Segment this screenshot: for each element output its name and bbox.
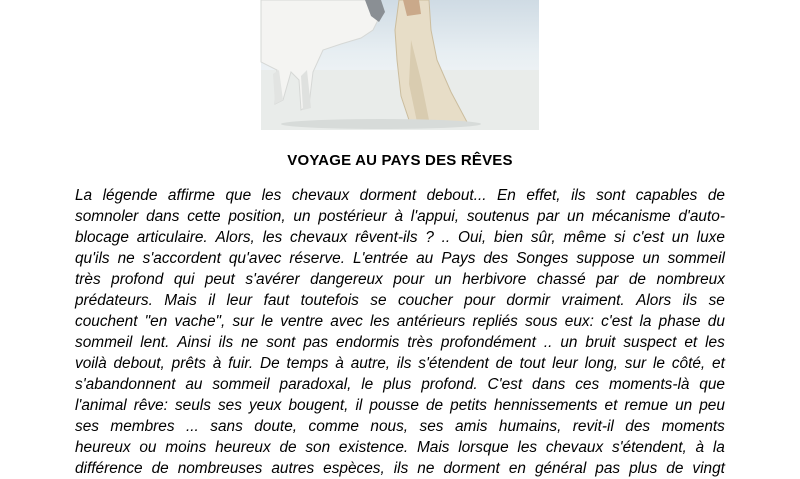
body-word: chassé [536,271,586,288]
body-word: réserve. [289,250,346,267]
body-word: leur [226,292,253,309]
body-word: dans [531,376,566,393]
body-word: chevaux [291,187,350,204]
body-word: luxe [696,229,725,246]
body-word: les [369,313,390,330]
body-word: blocage [75,229,129,246]
body-word: que [225,187,252,204]
body-word: humains, [498,418,562,435]
body-word: chevaux [545,439,604,456]
body-word: petits [450,397,487,414]
body-line [75,374,725,395]
body-word: l'animal [75,397,127,414]
body-word: revit-il [572,418,614,435]
body-word: ils [396,355,412,372]
body-word: la [639,313,652,330]
document-body [75,185,725,477]
body-word: un [293,208,311,225]
body-word: antérieurs [396,313,466,330]
body-word: que [699,376,725,393]
body-line [75,185,725,206]
body-word: nombreuses [177,460,263,477]
body-word: dorment [443,460,500,477]
body-word: lorsque [458,439,509,456]
body-line [75,437,725,458]
body-word: eux: [564,313,594,330]
body-word: seuls [174,397,211,414]
body-word: bruit [585,334,616,351]
body-word: dans [146,208,180,225]
body-word: qu'avec [228,250,282,267]
body-word: dorment [359,187,417,204]
body-word: du [707,313,725,330]
body-word: amis [454,418,488,435]
body-word: .. [543,334,553,351]
body-word: par [537,208,560,225]
body-word: sommeil [667,250,725,267]
body-word: ou [139,439,157,456]
body-word: pousse [369,397,419,414]
body-word: s'accordent [142,250,221,267]
body-word: Mais [164,292,197,309]
body-word: ils [218,334,234,351]
body-word: soutenus [466,208,530,225]
body-word: à [695,439,705,456]
body-word: nombreux [656,271,725,288]
body-word: de [666,460,684,477]
body-word: fuir. [228,355,254,372]
body-word: couchent [75,313,138,330]
body-word: .. [441,229,451,246]
body-word: au [185,376,203,393]
body-word: yeux [248,397,282,414]
body-word: pour [464,292,495,309]
body-word: le [261,313,274,330]
body-word: de [151,460,169,477]
body-word: rêvent-ils [355,229,418,246]
body-line [75,206,725,227]
horse-photo [261,0,539,130]
body-word: prédateurs. [75,292,153,309]
body-word: La [75,187,93,204]
body-word: pour [393,271,425,288]
body-word: légende [102,187,158,204]
body-word: tout [519,355,546,372]
body-word: rêve: [133,397,168,414]
body-word: lent. [140,334,170,351]
body-word: profond [111,271,164,288]
body-word: les [517,439,538,456]
body-word: à [394,208,404,225]
body-word: effet, [526,187,561,204]
body-word: sur [624,355,647,372]
body-word: un [560,334,578,351]
body-word: moments-là [609,376,690,393]
body-word: s'abandonnent [75,376,176,393]
body-word: debout... [426,187,487,204]
body-word: les [262,229,283,246]
body-word: c'est [601,313,633,330]
body-word: bien [493,229,524,246]
body-word: vraiment. [561,292,625,309]
body-word: remue [624,397,669,414]
body-word: très [407,334,433,351]
body-word: même [563,229,607,246]
body-word: en [508,460,526,477]
body-word: "en [144,313,168,330]
body-word: sans [210,418,243,435]
body-line [75,248,725,269]
body-word: existence. [338,439,409,456]
body-word: membres [110,418,175,435]
body-word: très [75,271,101,288]
body-word: sont [266,334,296,351]
body-word: toutefois [300,292,359,309]
body-word: ne [417,460,435,477]
body-word: sommeil [212,376,270,393]
body-word: il [208,292,216,309]
body-word: chevaux [290,229,348,246]
document-title: VOYAGE AU PAYS DES RÊVES [287,152,513,169]
body-word: coucher [397,292,453,309]
body-word: L'entrée [352,250,409,267]
body-word: ces [575,376,600,393]
body-word: un [567,208,585,225]
body-word: Oui, [457,229,487,246]
body-word: sommeil [75,334,133,351]
body-word: Mais [416,439,450,456]
body-word: côté, [671,355,706,372]
body-word: des [625,418,651,435]
body-word: Alors, [215,229,255,246]
body-word: hennissements [493,397,598,414]
body-word: un [671,229,689,246]
body-word: plus [629,460,658,477]
body-word: C'est [487,376,523,393]
body-word: En [497,187,516,204]
body-word: les [261,187,282,204]
body-word: autres [271,460,315,477]
body-line [75,227,725,248]
body-word: voilà [75,355,107,372]
body-word: qu'ils [75,250,110,267]
body-line [75,416,725,437]
body-word: profond. [421,376,478,393]
body-word: qui [173,271,195,288]
body-word: la [712,439,725,456]
body-word: De [260,355,280,372]
body-word: sont [596,187,626,204]
body-word: ne [241,334,259,351]
body-word: debout, [113,355,165,372]
body-word: capables [635,187,698,204]
body-word: un [642,250,660,267]
body-word: des [483,250,509,267]
body-word: de [495,355,513,372]
body-word: ne [117,250,135,267]
body-word: dangereux [310,271,383,288]
body-word: position, [228,208,286,225]
body-word: général [534,460,587,477]
body-line [75,290,725,311]
body-word: heureux [75,439,131,456]
body-word: bougent, [288,397,349,414]
body-word: nous, [370,418,409,435]
body-word: plus [383,376,412,393]
body-word: un [434,271,452,288]
body-word: herbivore [462,271,527,288]
body-word: et [604,397,618,414]
body-word: son [305,439,331,456]
body-word: un [675,397,693,414]
body-word: se [708,292,725,309]
body-word: ses [419,418,444,435]
body-word: Songes [516,250,569,267]
body-line [75,353,725,374]
body-word: s'étendent [418,355,489,372]
body-word: peu [699,397,725,414]
white-horse-and-woman-photo-icon [261,0,539,130]
body-word: de [628,271,646,288]
body-word: moins [165,439,207,456]
body-word: Pays [441,250,476,267]
body-word: espèces, [323,460,385,477]
body-word: suspect [623,334,677,351]
body-line [75,458,725,479]
body-word: pas [595,460,621,477]
body-word: somnoler [75,208,139,225]
body-word: avec [330,313,363,330]
body-word: prêts [171,355,206,372]
body-word: mécanisme [591,208,671,225]
body-word: d'auto- [678,208,725,225]
body-word: l'appui, [410,208,460,225]
body-word: ? [425,229,434,246]
body-word: s'avérer [245,271,300,288]
body-word: autre, [350,355,391,372]
body-word: et [712,355,725,372]
body-word: long, [584,355,618,372]
body-word: de [425,397,444,414]
body-word: vache", [174,313,226,330]
body-word: par [596,271,619,288]
body-line [75,269,725,290]
body-word: heureux [215,439,271,456]
body-word: à [335,355,344,372]
body-word: phase [658,313,701,330]
body-word: à [212,355,222,372]
body-word: repliés [472,313,518,330]
body-word: ... [186,418,199,435]
body-word: leur [552,355,578,372]
body-word: ventre [280,313,324,330]
body-line [75,395,725,416]
body-word: le [653,355,665,372]
body-word: suppose [576,250,635,267]
body-word: sous [525,313,558,330]
body-word: c'est [632,229,665,246]
body-word: le [361,376,374,393]
body-line [75,311,725,332]
body-word: postérieur [318,208,387,225]
body-word: il [355,397,363,414]
body-line [75,332,725,353]
body-word: faut [263,292,290,309]
body-word: dormir [506,292,550,309]
body-word: Alors [636,292,672,309]
body-word: ses [217,397,242,414]
body-word: ils [571,187,586,204]
body-word: doute, [254,418,298,435]
body-word: peut [204,271,235,288]
body-word: au [416,250,434,267]
body-word: endormis [336,334,400,351]
body-word: et [684,334,698,351]
body-word: de [279,439,297,456]
body-word: profondément [440,334,536,351]
body-word: Ainsi [177,334,211,351]
body-word: de [707,187,725,204]
body-word: sur [232,313,254,330]
body-word: se [370,292,387,309]
body-word: les [705,334,725,351]
body-word: sûr, [530,229,556,246]
body-word: ses [75,418,99,435]
body-word: s'étendent, [611,439,687,456]
body-word: ils [682,292,698,309]
body-word: affirme [167,187,215,204]
body-word: articulaire. [136,229,208,246]
body-word: temps [286,355,329,372]
body-word: cette [187,208,221,225]
body-word: paradoxal, [279,376,352,393]
body-word: différence [75,460,143,477]
body-word: moments [661,418,725,435]
body-word: si [613,229,626,246]
body-word: ils [393,460,409,477]
body-word: comme [308,418,359,435]
body-word: pas [303,334,329,351]
body-word: vingt [692,460,725,477]
